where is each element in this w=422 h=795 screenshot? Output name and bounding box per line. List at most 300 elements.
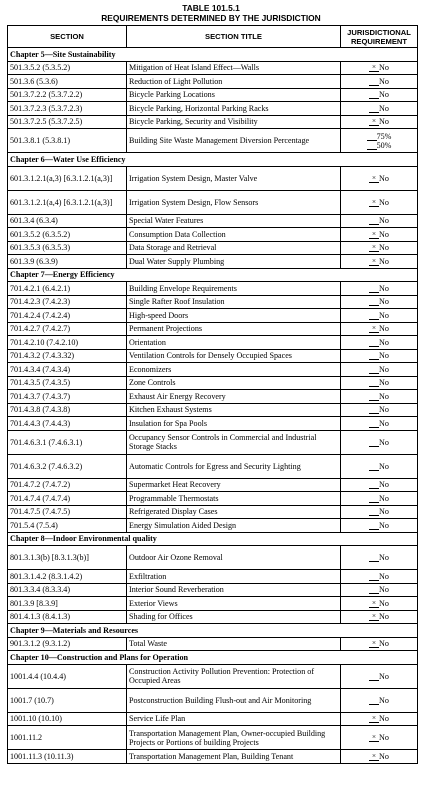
requirement-option-label: 50% (376, 140, 392, 150)
section-title: Exterior Views (127, 597, 341, 611)
section-title: Building Site Waste Management Diversion Percentage (127, 129, 341, 153)
table-row (8, 166, 418, 190)
section-number: 501.3.7.2.3 (5.3.7.2.3) (8, 102, 127, 116)
table-row (8, 519, 418, 533)
requirement-option (369, 733, 389, 742)
requirement-option (369, 462, 389, 471)
section-number: 701.5.4 (7.5.4) (8, 519, 127, 533)
requirement-option (369, 338, 389, 347)
checkbox-blank[interactable] (369, 104, 379, 113)
requirement-option (369, 63, 389, 72)
jurisdictional-requirement-cell (341, 336, 418, 350)
checkbox-blank[interactable]: × (369, 733, 379, 742)
section-number: 701.4.7.2 (7.4.7.2) (8, 478, 127, 492)
table-row (8, 403, 418, 417)
section-number: 701.4.7.4 (7.4.7.4) (8, 492, 127, 506)
jurisdictional-requirement-cell (341, 390, 418, 404)
section-number: 701.4.2.1 (6.4.2.1) (8, 282, 127, 296)
checkbox-blank[interactable] (367, 132, 377, 141)
table-row (8, 282, 418, 296)
checkbox-blank[interactable] (369, 507, 379, 516)
table-row (8, 309, 418, 323)
requirement-option (369, 480, 389, 489)
section-number: 701.4.2.3 (7.4.2.3) (8, 295, 127, 309)
table-row (8, 492, 418, 506)
requirement-option (369, 392, 389, 401)
requirement-option (369, 494, 389, 503)
checkbox-blank[interactable]: × (369, 230, 379, 239)
requirement-option-label: No (379, 76, 389, 86)
jurisdictional-requirement-cell (341, 75, 418, 89)
requirement-option (369, 672, 389, 681)
jurisdictional-requirement-cell (341, 664, 418, 688)
section-number: 601.3.9 (6.3.9) (8, 255, 127, 269)
checkbox-blank[interactable] (369, 572, 379, 581)
requirement-option (369, 284, 389, 293)
section-number: 701.4.3.5 (7.4.3.5) (8, 376, 127, 390)
requirement-option-label: No (379, 612, 389, 622)
chapter-heading: Chapter 9—Materials and Resources (8, 624, 418, 638)
checkbox-blank[interactable]: × (369, 198, 379, 207)
section-title: Kitchen Exhaust Systems (127, 403, 341, 417)
section-title: Interior Sound Reverberation (127, 583, 341, 597)
requirement-option-label: No (379, 405, 389, 415)
requirement-option (369, 419, 389, 428)
requirement-option (369, 324, 389, 333)
jurisdictional-requirement-cell (341, 88, 418, 102)
table-row (8, 241, 418, 255)
jurisdictional-requirement-cell (341, 349, 418, 363)
requirement-option (369, 243, 389, 252)
requirement-option (369, 198, 389, 207)
section-title: Building Envelope Requirements (127, 282, 341, 296)
table-row (8, 570, 418, 584)
requirement-option-label: No (379, 671, 389, 681)
section-title: Outdoor Air Ozone Removal (127, 546, 341, 570)
table-row (8, 255, 418, 269)
requirement-option-label: No (379, 337, 389, 347)
requirement-option-label: No (379, 364, 389, 374)
section-title: Shading for Offices (127, 610, 341, 624)
section-title: Exhaust Air Energy Recovery (127, 390, 341, 404)
section-title: High-speed Doors (127, 309, 341, 323)
requirement-option-label: No (379, 173, 389, 183)
checkbox-blank[interactable] (369, 696, 379, 705)
table-row (8, 376, 418, 390)
checkbox-blank[interactable]: × (369, 639, 379, 648)
section-number: 701.4.2.10 (7.4.2.10) (8, 336, 127, 350)
requirement-option-label: No (379, 585, 389, 595)
jurisdictional-requirement-cell (341, 726, 418, 750)
section-title: Single Rafter Roof Insulation (127, 295, 341, 309)
jurisdictional-requirement-cell (341, 597, 418, 611)
chapter-heading-row (8, 268, 418, 282)
chapter-heading-row (8, 624, 418, 638)
jurisdictional-requirement-cell (341, 214, 418, 228)
requirement-option-label: No (379, 493, 389, 503)
chapter-heading-row (8, 651, 418, 665)
requirement-option (369, 752, 389, 761)
jurisdictional-requirement-cell (341, 454, 418, 478)
checkbox-blank[interactable] (369, 284, 379, 293)
section-title: Transportation Management Plan, Owner-occupied Building Projects or Portions of building Projects (127, 726, 341, 750)
table-row (8, 664, 418, 688)
section-title: Bicycle Parking, Horizontal Parking Racks (127, 102, 341, 116)
chapter-heading-row (8, 48, 418, 62)
column-header-jurisdictional-requirement: JURISDICTIONAL REQUIREMENT (341, 26, 418, 48)
requirement-option-label: No (379, 229, 389, 239)
table-row (8, 417, 418, 431)
checkbox-blank[interactable] (369, 480, 379, 489)
requirement-option-label: No (379, 418, 389, 428)
checkbox-blank[interactable] (369, 553, 379, 562)
section-number: 901.3.1.2 (9.3.1.2) (8, 637, 127, 651)
checkbox-blank[interactable] (369, 405, 379, 414)
section-title: Economizers (127, 363, 341, 377)
table-number: TABLE 101.5.1 (182, 3, 240, 13)
checkbox-blank[interactable]: × (369, 174, 379, 183)
requirement-option-label: No (379, 714, 389, 724)
requirement-option-label: No (379, 297, 389, 307)
table-row (8, 102, 418, 116)
section-number: 701.4.6.3.2 (7.4.6.3.2) (8, 454, 127, 478)
checkbox-blank[interactable] (369, 438, 379, 447)
checkbox-blank[interactable] (369, 338, 379, 347)
table-row (8, 546, 418, 570)
section-number: 701.4.3.8 (7.4.3.8) (8, 403, 127, 417)
section-title: Service Life Plan (127, 712, 341, 726)
checkbox-blank[interactable] (369, 351, 379, 360)
jurisdictional-requirement-cell (341, 570, 418, 584)
section-title: Zone Controls (127, 376, 341, 390)
chapter-heading: Chapter 5—Site Sustainability (8, 48, 418, 62)
table-row (8, 129, 418, 153)
requirement-option-label: No (379, 90, 389, 100)
jurisdictional-requirement-cell (341, 255, 418, 269)
table-row (8, 295, 418, 309)
checkbox-blank[interactable]: × (369, 714, 379, 723)
table-header-row (8, 26, 418, 48)
jurisdictional-requirement-cell (341, 583, 418, 597)
section-number: 501.3.5.2 (5.3.5.2) (8, 61, 127, 75)
section-number: 501.3.8.1 (5.3.8.1) (8, 129, 127, 153)
checkbox-blank[interactable] (369, 672, 379, 681)
checkbox-blank[interactable]: × (369, 752, 379, 761)
section-number: 801.3.1.3(b) [8.3.1.3(b)] (8, 546, 127, 570)
section-title: Irrigation System Design, Flow Sensors (127, 190, 341, 214)
requirement-option-label: No (379, 283, 389, 293)
requirement-option (369, 696, 389, 705)
section-title: Dual Water Supply Plumbing (127, 255, 341, 269)
chapter-heading: Chapter 7—Energy Efficiency (8, 268, 418, 282)
section-title: Bicycle Parking, Security and Visibility (127, 115, 341, 129)
requirement-option (369, 553, 389, 562)
requirement-option-label: 75% (376, 131, 392, 141)
checkbox-blank[interactable] (369, 585, 379, 594)
requirement-option (369, 77, 389, 86)
requirement-option-label: No (379, 695, 389, 705)
jurisdictional-requirement-cell (341, 61, 418, 75)
requirement-option (369, 230, 389, 239)
jurisdictional-requirement-cell (341, 129, 418, 153)
section-number: 501.3.7.2.5 (5.3.7.2.5) (8, 115, 127, 129)
requirement-option-label: No (379, 324, 389, 334)
requirement-option (369, 378, 389, 387)
requirement-option (369, 507, 389, 516)
checkbox-blank[interactable]: × (369, 599, 379, 608)
requirement-option (369, 257, 389, 266)
checkbox-blank[interactable]: × (369, 612, 379, 621)
section-title: Insulation for Spa Pools (127, 417, 341, 431)
table-row (8, 726, 418, 750)
table-row (8, 61, 418, 75)
table-row (8, 505, 418, 519)
checkbox-blank[interactable] (369, 216, 379, 225)
requirement-option (343, 132, 415, 141)
section-number: 1001.7 (10.7) (8, 688, 127, 712)
table-row (8, 637, 418, 651)
section-number: 601.3.5.3 (6.3.5.3) (8, 241, 127, 255)
chapter-heading: Chapter 10—Construction and Plans for Operation (8, 651, 418, 665)
table-row (8, 349, 418, 363)
requirement-option (369, 438, 389, 447)
requirement-option (369, 639, 389, 648)
section-number: 601.3.1.2.1(a,4) [6.3.1.2.1(a,3)] (8, 190, 127, 214)
section-number: 701.4.6.3.1 (7.4.6.3.1) (8, 430, 127, 454)
section-title: Orientation (127, 336, 341, 350)
section-title: Ventilation Controls for Densely Occupied Spaces (127, 349, 341, 363)
section-number: 701.4.3.4 (7.4.3.4) (8, 363, 127, 377)
requirement-option-label: No (379, 117, 389, 127)
requirement-option-label: No (379, 216, 389, 226)
jurisdictional-requirement-cell (341, 376, 418, 390)
jurisdictional-requirement-cell (341, 403, 418, 417)
section-title: Exfiltration (127, 570, 341, 584)
requirement-option-label: No (379, 639, 389, 649)
requirement-option-label: No (379, 437, 389, 447)
requirement-option-label: No (379, 751, 389, 761)
table-row (8, 190, 418, 214)
jurisdictional-requirement-cell (341, 363, 418, 377)
table-row (8, 88, 418, 102)
requirement-option-label: No (379, 598, 389, 608)
table-row (8, 583, 418, 597)
checkbox-blank[interactable] (367, 141, 377, 150)
section-number: 701.4.3.2 (7.4.3.32) (8, 349, 127, 363)
requirement-option (369, 714, 389, 723)
section-number: 1001.11.2 (8, 726, 127, 750)
jurisdictional-requirement-cell (341, 519, 418, 533)
checkbox-blank[interactable] (369, 378, 379, 387)
table-row (8, 363, 418, 377)
section-number: 701.4.7.5 (7.4.7.5) (8, 505, 127, 519)
chapter-heading: Chapter 6—Water Use Efficiency (8, 153, 418, 167)
requirement-option (369, 599, 389, 608)
section-number: 701.4.2.4 (7.4.2.4) (8, 309, 127, 323)
section-title: Construction Activity Pollution Prevention: Protection of Occupied Areas (127, 664, 341, 688)
requirement-option (343, 141, 415, 150)
table-row (8, 214, 418, 228)
section-number: 501.3.6 (5.3.6) (8, 75, 127, 89)
table-row (8, 228, 418, 242)
table-row (8, 688, 418, 712)
requirement-option-label: No (379, 378, 389, 388)
section-number: 801.3.9 [8.3.9] (8, 597, 127, 611)
table-title: REQUIREMENTS DETERMINED BY THE JURISDICTION (101, 13, 321, 23)
chapter-heading-row (8, 153, 418, 167)
section-number: 801.3.3.4 (8.3.3.4) (8, 583, 127, 597)
requirement-option (369, 297, 389, 306)
requirement-option-label: No (379, 571, 389, 581)
checkbox-blank[interactable]: × (369, 63, 379, 72)
section-title: Refrigerated Display Cases (127, 505, 341, 519)
section-number: 601.3.5.2 (6.3.5.2) (8, 228, 127, 242)
requirements-table (7, 25, 418, 764)
requirement-option-label: No (379, 310, 389, 320)
checkbox-blank[interactable]: × (369, 324, 379, 333)
section-title: Automatic Controls for Egress and Security Lighting (127, 454, 341, 478)
table-row (8, 750, 418, 764)
column-header-section: SECTION (8, 26, 127, 48)
section-title: Irrigation System Design, Master Valve (127, 166, 341, 190)
table-row (8, 712, 418, 726)
checkbox-blank[interactable] (369, 297, 379, 306)
column-header-section-title: SECTION TITLE (127, 26, 341, 48)
section-title: Consumption Data Collection (127, 228, 341, 242)
section-title: Data Storage and Retrieval (127, 241, 341, 255)
checkbox-blank[interactable] (369, 494, 379, 503)
jurisdictional-requirement-cell (341, 115, 418, 129)
requirement-option-label: No (379, 197, 389, 207)
requirement-option (369, 117, 389, 126)
table-row (8, 478, 418, 492)
requirement-option (369, 585, 389, 594)
checkbox-blank[interactable] (369, 311, 379, 320)
requirement-option (369, 311, 389, 320)
checkbox-blank[interactable] (369, 77, 379, 86)
table-body (8, 48, 418, 764)
jurisdictional-requirement-cell (341, 190, 418, 214)
section-title: Energy Simulation Aided Design (127, 519, 341, 533)
checkbox-blank[interactable]: × (369, 117, 379, 126)
table-row (8, 430, 418, 454)
jurisdictional-requirement-cell (341, 546, 418, 570)
jurisdictional-requirement-cell (341, 417, 418, 431)
checkbox-blank[interactable] (369, 521, 379, 530)
checkbox-blank[interactable] (369, 90, 379, 99)
table-row (8, 610, 418, 624)
jurisdictional-requirement-cell (341, 295, 418, 309)
requirement-option-label: No (379, 480, 389, 490)
requirement-option-label: No (379, 391, 389, 401)
section-title: Reduction of Light Pollution (127, 75, 341, 89)
section-number: 1001.11.3 (10.11.3) (8, 750, 127, 764)
checkbox-blank[interactable] (369, 365, 379, 374)
chapter-heading-row (8, 532, 418, 546)
jurisdictional-requirement-cell (341, 492, 418, 506)
jurisdictional-requirement-cell (341, 241, 418, 255)
requirement-option (369, 521, 389, 530)
section-number: 1001.10 (10.10) (8, 712, 127, 726)
section-title: Mitigation of Heat Island Effect—Walls (127, 61, 341, 75)
section-title: Transportation Management Plan, Building Tenant (127, 750, 341, 764)
jurisdictional-requirement-cell (341, 637, 418, 651)
table-row (8, 390, 418, 404)
jurisdictional-requirement-cell (341, 166, 418, 190)
section-title: Postconstruction Building Flush-out and Air Monitoring (127, 688, 341, 712)
requirement-option (369, 174, 389, 183)
section-number: 701.4.2.7 (7.4.2.7) (8, 322, 127, 336)
requirement-option-label: No (379, 520, 389, 530)
requirement-option-label: No (379, 351, 389, 361)
requirement-option (369, 351, 389, 360)
jurisdictional-requirement-cell (341, 430, 418, 454)
requirement-option-label: No (379, 461, 389, 471)
section-number: 801.3.1.4.2 (8.3.1.4.2) (8, 570, 127, 584)
requirement-option-label: No (379, 256, 389, 266)
checkbox-blank[interactable] (369, 392, 379, 401)
requirement-option-label: No (379, 553, 389, 562)
table-row (8, 454, 418, 478)
section-number: 1001.4.4 (10.4.4) (8, 664, 127, 688)
jurisdictional-requirement-cell (341, 309, 418, 323)
chapter-heading: Chapter 8—Indoor Environmental quality (8, 532, 418, 546)
section-title: Programmable Thermostats (127, 492, 341, 506)
table-row (8, 115, 418, 129)
section-number: 701.4.4.3 (7.4.4.3) (8, 417, 127, 431)
section-title: Occupancy Sensor Controls in Commercial and Industrial Storage Stacks (127, 430, 341, 454)
section-number: 501.3.7.2.2 (5.3.7.2.2) (8, 88, 127, 102)
requirement-option (369, 405, 389, 414)
section-number: 601.3.1.2.1(a,3) [6.3.1.2.1(a,3)] (8, 166, 127, 190)
requirement-option (369, 90, 389, 99)
section-number: 601.3.4 (6.3.4) (8, 214, 127, 228)
checkbox-blank[interactable]: × (369, 257, 379, 266)
jurisdictional-requirement-cell (341, 505, 418, 519)
jurisdictional-requirement-cell (341, 610, 418, 624)
section-title: Bicycle Parking Locations (127, 88, 341, 102)
requirement-option (369, 365, 389, 374)
checkbox-blank[interactable]: × (369, 243, 379, 252)
jurisdictional-requirement-cell (341, 478, 418, 492)
section-title: Total Waste (127, 637, 341, 651)
requirement-option-label: No (379, 103, 389, 113)
requirement-option (369, 104, 389, 113)
jurisdictional-requirement-cell (341, 228, 418, 242)
checkbox-blank[interactable] (369, 462, 379, 471)
table-row (8, 597, 418, 611)
requirement-option-label: No (379, 63, 389, 73)
requirement-option (369, 216, 389, 225)
jurisdictional-requirement-cell (341, 688, 418, 712)
jurisdictional-requirement-cell (341, 282, 418, 296)
jurisdictional-requirement-cell (341, 322, 418, 336)
table-row (8, 336, 418, 350)
jurisdictional-requirement-cell (341, 750, 418, 764)
jurisdictional-requirement-cell (341, 712, 418, 726)
requirement-option (369, 572, 389, 581)
section-title: Supermarket Heat Recovery (127, 478, 341, 492)
requirement-option-label: No (379, 507, 389, 517)
jurisdictional-requirement-cell (341, 102, 418, 116)
requirement-option-label: No (379, 733, 389, 742)
table-row (8, 75, 418, 89)
checkbox-blank[interactable] (369, 419, 379, 428)
section-title: Permanent Projections (127, 322, 341, 336)
requirement-option (369, 612, 389, 621)
table-row (8, 322, 418, 336)
section-title: Special Water Features (127, 214, 341, 228)
